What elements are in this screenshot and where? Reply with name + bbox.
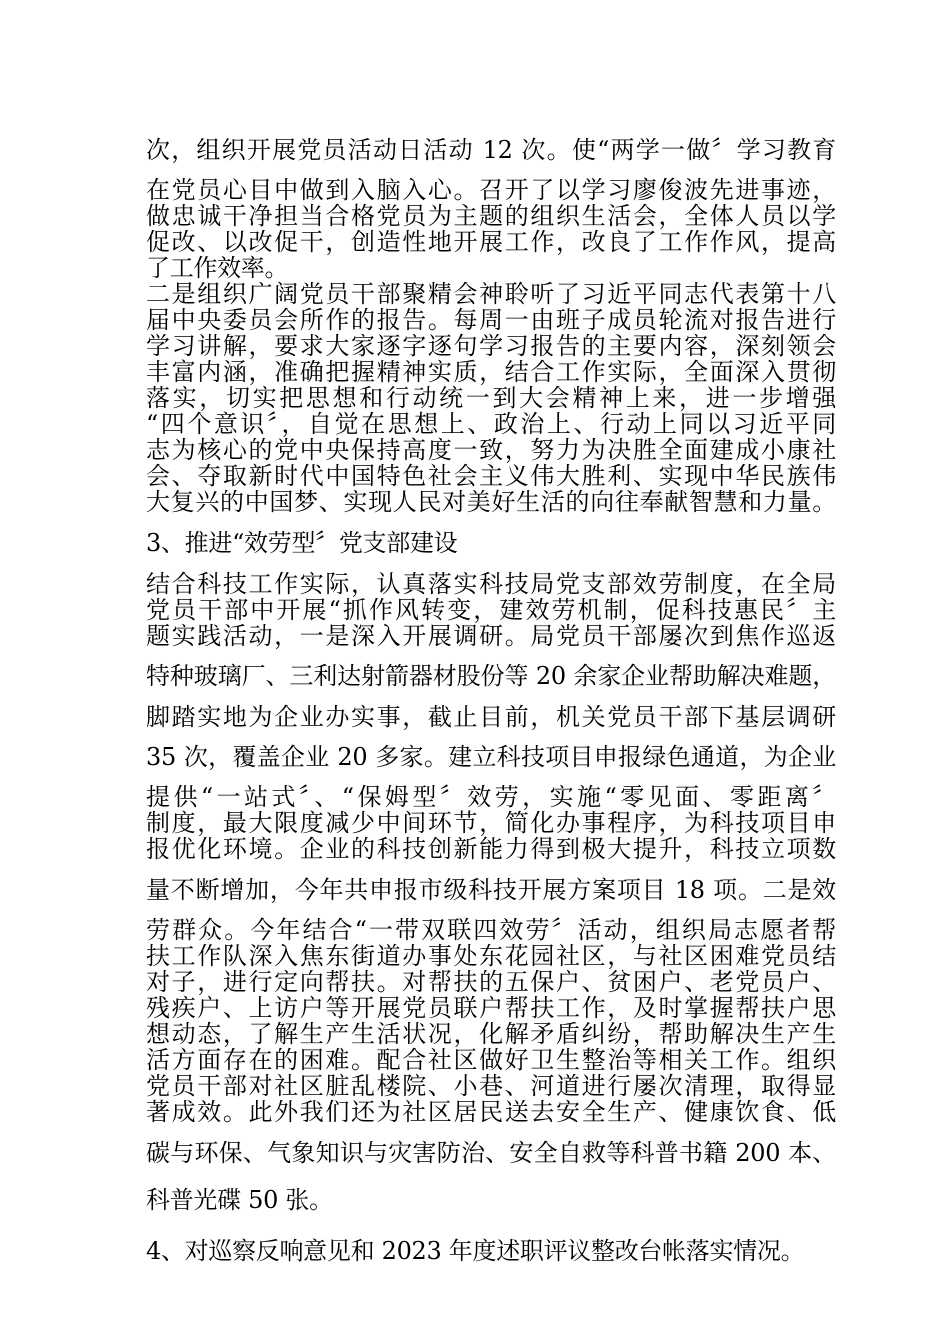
text-line: 想动态，了解生产生活状况，化解矛盾纠纷，帮助解决生产生	[146, 1020, 836, 1048]
text-line: 二是组织广阔党员干部聚精会神聆听了习近平同志代表第十八	[146, 280, 836, 308]
text-line: 制度，最大限度减少中间环节，简化办事程序，为科技项目申	[146, 809, 836, 837]
text-line: 次，组织开展党员活动日活动 12 次。使“两学一做〞学习教育	[146, 136, 836, 164]
text-line: 提供“一站式〞、“保姆型〞效劳，实施“零见面、零距离〞	[146, 783, 836, 811]
text-line: 在党员心目中做到入脑入心。召开了以学习廖俊波先进事迹，	[146, 176, 836, 204]
text-line: 报优化环境。企业的科技创新能力得到极大提升，科技立项数	[146, 835, 836, 863]
text-line: 残疾户、上访户等开展党员联户帮扶工作，及时掌握帮扶户思	[146, 994, 836, 1022]
text-line: 碳与环保、气象知识与灾害防治、安全自救等科普书籍 200 本、	[146, 1139, 836, 1167]
text-line: 大复兴的中国梦、实现人民对美好生活的向往奉献智慧和力量。	[146, 488, 836, 516]
text-line: 特种玻璃厂、三利达射箭器材股份等 20 余家企业帮助解决难题，	[146, 662, 836, 690]
text-line: 促改、以改促干，创造性地开展工作，改良了工作作风，提高	[146, 228, 836, 256]
text-line: “四个意识〞，自觉在思想上、政治上、行动上同以习近平同	[146, 410, 836, 438]
text-line: 劳群众。今年结合“一带双联四效劳〞活动，组织局志愿者帮	[146, 916, 836, 944]
text-line: 丰富内涵，准确把握精神实质，结合工作实际，全面深入贯彻	[146, 358, 836, 386]
text-line: 学习讲解，要求大家逐字逐句学习报告的主要内容，深刻领会	[146, 332, 836, 360]
text-line: 科普光碟 50 张。	[146, 1186, 333, 1214]
text-line: 落实，切实把思想和行动统一到大会精神上来，进一步增强	[146, 384, 836, 412]
section-heading: 3、推进“效劳型〞党支部建设	[146, 529, 458, 557]
text-line: 量不断增加，今年共申报市级科技开展方案项目 18 项。二是效	[146, 876, 836, 904]
text-line: 扶工作队深入焦东街道办事处东花园社区，与社区困难党员结	[146, 942, 836, 970]
section-heading: 4、对巡察反响意见和 2023 年度述职评议整改台帐落实情况。	[146, 1237, 805, 1265]
text-line: 35 次，覆盖企业 20 多家。建立科技项目申报绿色通道，为企业	[146, 743, 836, 771]
text-line: 届中央委员会所作的报告。每周一由班子成员轮流对报告进行	[146, 306, 836, 334]
text-line: 志为核心的党中央保持高度一致，努力为决胜全面建成小康社	[146, 436, 836, 464]
text-line: 题实践活动，一是深入开展调研。局党员干部屡次到焦作巡返	[146, 622, 836, 650]
text-line: 了工作效率。	[146, 254, 289, 282]
text-line: 著成效。此外我们还为社区居民送去安全生产、健康饮食、低	[146, 1098, 836, 1126]
text-line: 活方面存在的困难。配合社区做好卫生整治等相关工作。组织	[146, 1046, 836, 1074]
text-line: 对子，进行定向帮扶。对帮扶的五保户、贫困户、老党员户、	[146, 968, 836, 996]
text-line: 脚踏实地为企业办实事，截止目前，机关党员干部下基层调研	[146, 703, 836, 731]
text-line: 结合科技工作实际，认真落实科技局党支部效劳制度，在全局	[146, 570, 836, 598]
text-line: 做忠诚干净担当合格党员为主题的组织生活会，全体人员以学	[146, 202, 836, 230]
text-line: 党员干部中开展“抓作风转变，建效劳机制，促科技惠民〞主	[146, 596, 836, 624]
text-line: 会、夺取新时代中国特色社会主义伟大胜利、实现中华民族伟	[146, 462, 836, 490]
text-line: 党员干部对社区脏乱楼院、小巷、河道进行屡次清理，取得显	[146, 1072, 836, 1100]
